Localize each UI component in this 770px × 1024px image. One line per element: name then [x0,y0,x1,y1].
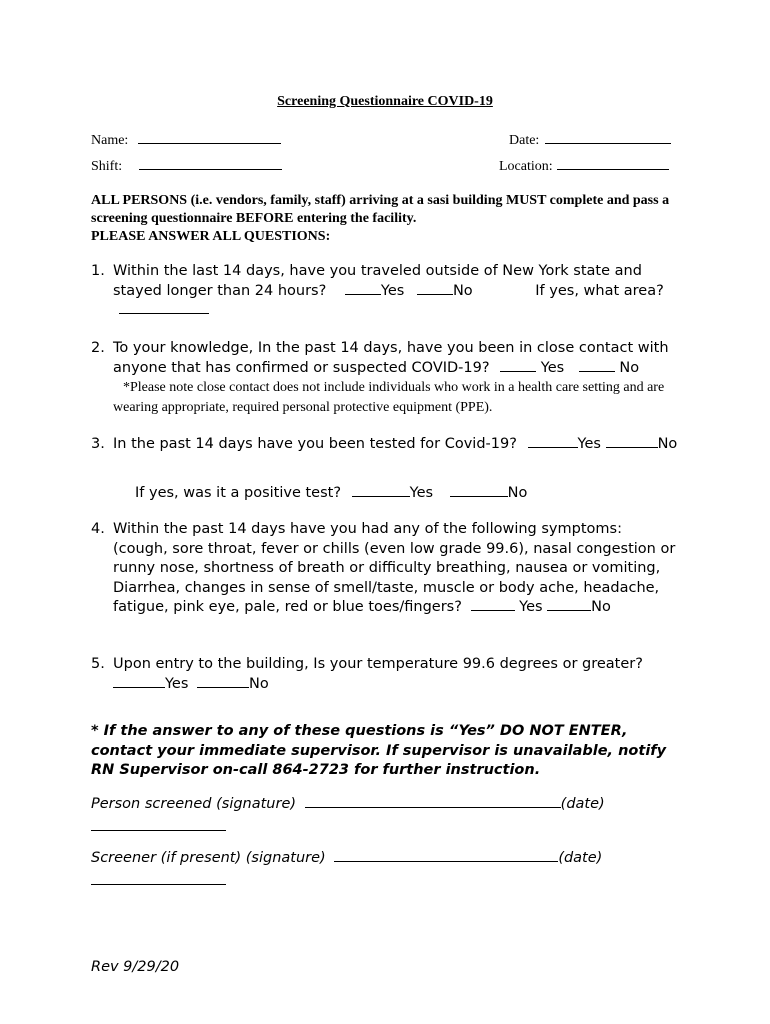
person-signature-label: Person screened (signature) [91,796,297,812]
date-line[interactable] [545,131,671,144]
question-text: Upon entry to the building, Is your temperature 99.6 degrees or greater? [113,656,643,672]
question-text: Within the past 14 days have you had any of the following symptoms: (cough, sore throat, fever or chills (even low grade 99.6), nasal congestion or runny nose, shortness of breath or difficulty breathing, nausea or vomiting, Diarrhea, changes in sense of smell/taste, muscle or body ache, headache, fatigue, pink eye, pale, red or blue toes/fingers? [113,521,676,615]
screener-date-line[interactable] [91,884,226,885]
area-blank[interactable] [119,301,209,314]
shift-field[interactable] [91,157,282,175]
person-signature-row [91,795,605,812]
yes-blank[interactable] [500,359,536,372]
location-line[interactable] [557,157,669,170]
followup-yes-blank[interactable] [352,484,410,497]
intro-instruction: PLEASE ANSWER ALL QUESTIONS: [91,229,331,244]
yes-label: Yes [577,436,601,452]
no-blank[interactable] [579,359,615,372]
name-line[interactable] [138,131,281,144]
revision-date: Rev 9/29/20 [91,959,180,975]
question-4 [91,520,681,618]
no-blank[interactable] [547,598,591,611]
person-date-line[interactable] [91,830,226,831]
no-label: No [249,675,269,692]
question-number: 2. [91,340,105,356]
screener-signature-label: Screener (if present) (signature) [91,850,326,866]
question-5 [91,655,681,694]
question-number: 1. [91,263,105,279]
yes-label: Yes [165,675,189,692]
date-field[interactable] [509,131,671,149]
person-date-label: (date) [560,796,605,812]
question-text: Within the last 14 days, have you traveled outside of New York state and stayed longer than 24 hours? [113,263,642,299]
question-number: 5. [91,656,105,672]
question-number: 4. [91,521,105,537]
question-3-followup [135,484,655,504]
question-2 [91,339,681,417]
shift-line[interactable] [139,157,282,170]
no-blank[interactable] [417,282,453,295]
followup-text: If yes, was it a positive test? [135,485,342,501]
no-label: No [619,359,640,376]
screener-date-label: (date) [558,850,603,866]
yes-label: Yes [519,599,543,615]
name-field[interactable] [91,131,281,149]
followup-no-blank[interactable] [450,484,508,497]
no-blank[interactable] [606,435,658,448]
name-label: Name: [91,133,129,148]
warning-text: * If the answer to any of these questions is “Yes” DO NOT ENTER, contact your immediate supervisor. If supervisor is unavailable, notify RN Supervisor on-call 864-2723 for further instruction. [91,723,667,778]
question-text: In the past 14 days have you been tested for Covid-19? [113,436,517,452]
yes-label: Yes [540,359,565,376]
followup-no-label: No [507,485,528,501]
screener-signature-line[interactable] [334,849,558,862]
followup-text: If yes, what area? [535,282,664,299]
yes-blank[interactable] [528,435,578,448]
yes-blank[interactable] [345,282,381,295]
no-label: No [452,282,473,299]
no-label: No [591,599,611,615]
location-label: Location: [499,159,553,174]
question-1 [91,262,681,321]
intro-block [91,192,691,246]
followup-yes-label: Yes [409,485,434,501]
question-3 [91,435,681,455]
location-field[interactable] [499,157,669,175]
no-blank[interactable] [197,675,249,688]
intro-text: ALL PERSONS (i.e. vendors, family, staff) arriving at a sasi building MUST complete and pass a screening questionnaire BEFORE entering the facility. [91,193,670,226]
question-text: To your knowledge, In the past 14 days, have you been in close contact with anyone that has confirmed or suspected COVID-19? [113,340,669,376]
person-signature-line[interactable] [305,795,561,808]
screener-signature-row [91,849,602,866]
yes-blank[interactable] [113,675,165,688]
yes-blank[interactable] [471,598,515,611]
date-label: Date: [509,133,540,148]
question-number: 3. [91,436,105,452]
no-label: No [657,436,678,452]
close-contact-note: *Please note close contact does not include individuals who work in a health care setting and are wearing appropriate, required personal protective equipment (PPE). [113,380,665,415]
shift-label: Shift: [91,159,123,174]
page-title: Screening Questionnaire COVID-19 [277,94,493,109]
yes-label: Yes [380,282,405,299]
